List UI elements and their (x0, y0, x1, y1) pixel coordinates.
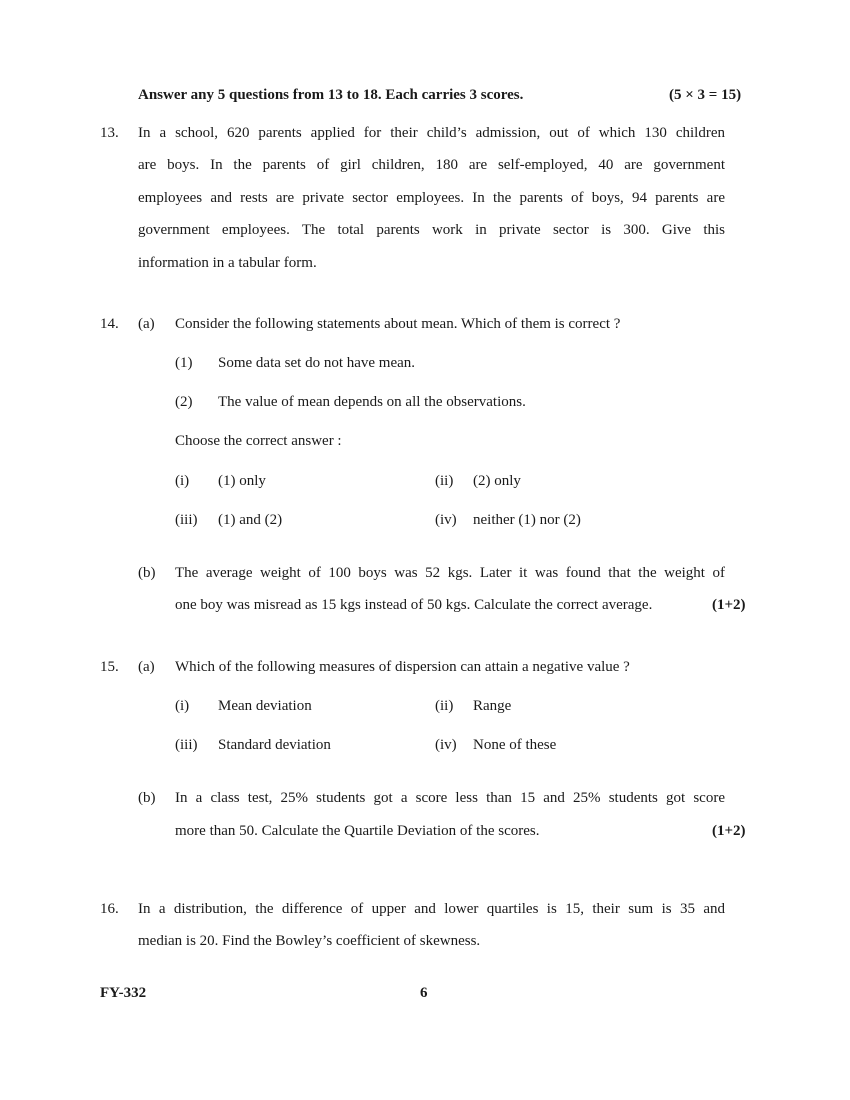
question-15-marks: (1+2) (712, 823, 746, 839)
question-14a-text: Consider the following statements about mean. Which of them is correct ? (175, 316, 621, 332)
question-16-line-1: In a distribution, the difference of upper and lower quartiles is 15, their sum is 35 and (138, 901, 725, 917)
q15-option-iii-number: (iii) (175, 737, 198, 753)
question-16-number: 16. (100, 901, 119, 917)
q14-option-i-text: (1) only (218, 473, 266, 489)
question-15b-line-2: more than 50. Calculate the Quartile Deviation of the scores. (175, 823, 540, 839)
question-15a-label: (a) (138, 659, 155, 675)
question-14b-label: (b) (138, 565, 156, 581)
question-15b-label: (b) (138, 790, 156, 806)
question-14b-line-2: one boy was misread as 15 kgs instead of 50 kgs. Calculate the correct average. (175, 597, 653, 613)
q14-option-iv-text: neither (1) nor (2) (473, 512, 581, 528)
q15-option-ii-text: Range (473, 698, 512, 714)
question-13-line-5: information in a tabular form. (138, 255, 317, 271)
statement-1-text: Some data set do not have mean. (218, 355, 416, 371)
q14-option-ii-text: (2) only (473, 473, 521, 489)
question-14a-label: (a) (138, 316, 155, 332)
section-marks: (5 × 3 = 15) (669, 87, 742, 103)
q15-option-i-number: (i) (175, 698, 190, 714)
question-13-line-4: government employees. The total parents work in private sector is 300. Give this (138, 222, 725, 238)
q14-option-iii-text: (1) and (2) (218, 512, 283, 528)
q15-option-iii-text: Standard deviation (218, 737, 331, 753)
q15-option-iv-text: None of these (473, 737, 557, 753)
question-15-number: 15. (100, 659, 119, 675)
question-16-line-2: median is 20. Find the Bowley’s coefficient of skewness. (138, 933, 481, 949)
q15-option-iv-number: (iv) (435, 737, 457, 753)
q14-option-i-number: (i) (175, 473, 190, 489)
statement-1-number: (1) (175, 355, 193, 371)
q14-option-ii-number: (ii) (435, 473, 454, 489)
question-13-line-2: are boys. In the parents of girl children, 180 are self-employed, 40 are government (138, 157, 725, 173)
q14-option-iv-number: (iv) (435, 512, 457, 528)
question-13-number: 13. (100, 125, 119, 141)
statement-2-text: The value of mean depends on all the observations. (218, 394, 526, 410)
q15-option-i-text: Mean deviation (218, 698, 312, 714)
question-15a-text: Which of the following measures of dispersion can attain a negative value ? (175, 659, 630, 675)
question-13-line-1: In a school, 620 parents applied for their child’s admission, out of which 130 children (138, 125, 725, 141)
paper-code: FY-332 (100, 985, 147, 1001)
page-number: 6 (420, 985, 428, 1001)
question-14-marks: (1+2) (712, 597, 746, 613)
question-14-number: 14. (100, 316, 119, 332)
question-14b-line-1: The average weight of 100 boys was 52 kgs. Later it was found that the weight of (175, 565, 725, 581)
question-13-line-3: employees and rests are private sector employees. In the parents of boys, 94 parents are (138, 190, 725, 206)
choose-answer-text: Choose the correct answer : (175, 433, 342, 449)
q14-option-iii-number: (iii) (175, 512, 198, 528)
section-instruction: Answer any 5 questions from 13 to 18. Each carries 3 scores. (138, 87, 524, 103)
statement-2-number: (2) (175, 394, 193, 410)
q15-option-ii-number: (ii) (435, 698, 454, 714)
question-15b-line-1: In a class test, 25% students got a score less than 15 and 25% students got score (175, 790, 725, 806)
